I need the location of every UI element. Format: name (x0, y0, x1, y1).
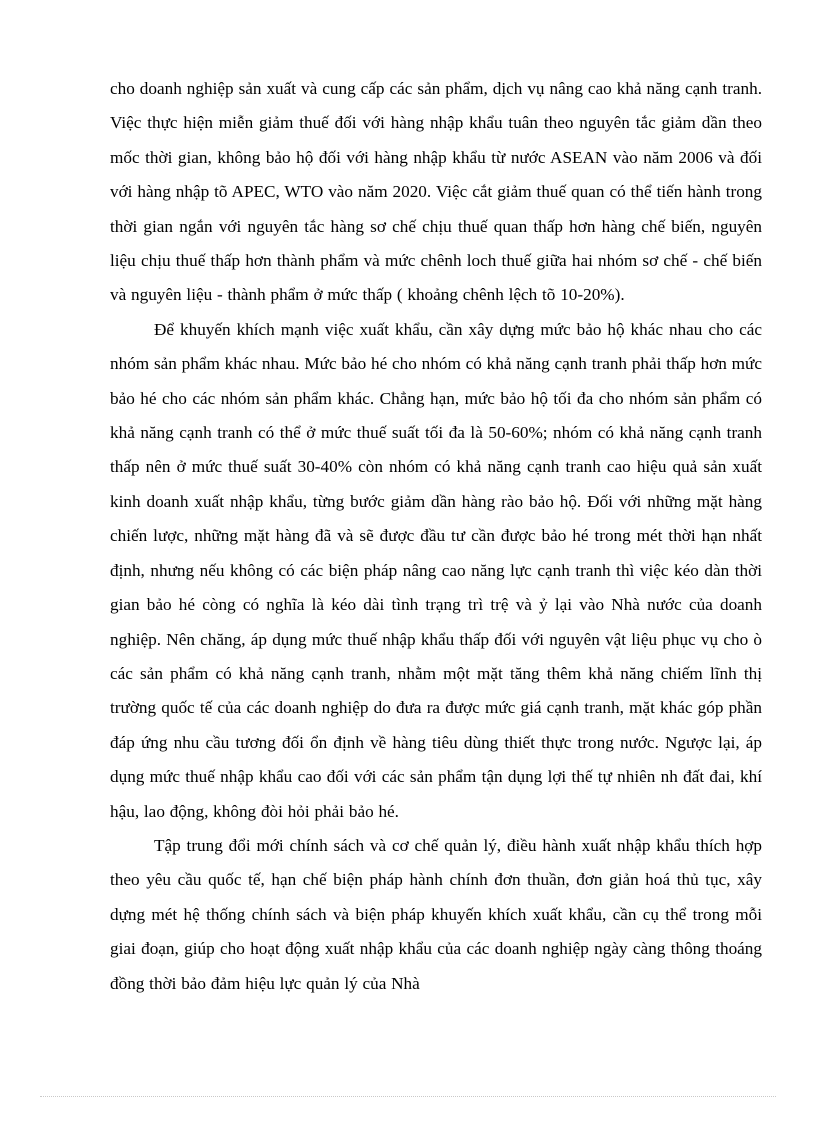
paragraph-2: Để khuyến khích mạnh việc xuất khẩu, cần xây dựng mức bảo hộ khác nhau cho các nhóm sản phẩm khác nhau. Mức bảo hé cho nhóm có khả năng cạnh tranh phải thấp hơn mức bảo hé cho các nhóm sản phẩm khác. Chẳng hạn, mức bảo hộ tối đa cho nhóm sản phẩm có khả năng cạnh tranh có thể ở mức thuế suất tối đa là 50-60%; nhóm có khả năng cạnh tranh thấp nên ở mức thuế suất 30-40% còn nhóm có khả năng cạnh tranh cao hiệu quả sản xuất kinh doanh xuất nhập khẩu, từng bước giảm dần hàng rào bảo hộ. Đối với những mặt hàng chiến lược, những mặt hàng đã và sẽ được đầu tư cần được bảo hé trong mét thời hạn nhất định, nhưng nếu không có các biện pháp nâng cao năng lực cạnh tranh thì việc kéo dàn thời gian bảo hé còng có nghĩa là kéo dài tình trạng trì trệ và ỷ lại vào Nhà nước của doanh nghiệp. Nên chăng, áp dụng mức thuế nhập khẩu thấp đối với nguyên vật liệu phục vụ cho ò các sản phẩm có khả năng cạnh tranh, nhằm một mặt tăng thêm khả năng chiếm lĩnh thị trường quốc tế của các doanh nghiệp do đưa ra được mức giá cạnh tranh, mặt khác góp phần đáp ứng nhu cầu tương đối ổn định về hàng tiêu dùng thiết thực trong nước. Ngược lại, áp dụng mức thuế nhập khẩu cao đối với các sản phẩm tận dụng lợi thế tự nhiên nh đất đai, khí hậu, lao động, không đòi hỏi phải bảo hé. (110, 319, 762, 821)
document-text-body (110, 72, 762, 1001)
paragraph-1: cho doanh nghiệp sản xuất và cung cấp các sản phẩm, dịch vụ nâng cao khả năng cạnh tranh. Việc thực hiện miễn giảm thuế đối với hàng nhập khẩu tuân theo nguyên tắc giảm dần theo mốc thời gian, không bảo hộ đối với hàng nhập khẩu từ nước ASEAN vào năm 2006 và đối với hàng nhập tõ APEC, WTO vào năm 2020. Việc cắt giảm thuế quan có thể tiến hành trong thời gian ngắn với nguyên tắc hàng sơ chế chịu thuế quan thấp hơn hàng chế biến, nguyên liệu chịu thuế thấp hơn thành phẩm và mức chênh loch thuế giữa hai nhóm sơ chế - chế biến và nguyên liệu - thành phẩm ở mức thấp ( khoảng chênh lệch tõ 10-20%). (110, 79, 762, 305)
page-footer-divider (40, 1096, 776, 1097)
paragraph-3: Tập trung đổi mới chính sách và cơ chế quản lý, điều hành xuất nhập khẩu thích hợp theo yêu cầu quốc tế, hạn chế biện pháp hành chính đơn thuần, đơn giản hoá thủ tục, xây dựng mét hệ thống chính sách và biện pháp khuyến khích xuất khẩu, cần cụ thể trong mỗi giai đoạn, giúp cho hoạt động xuất nhập khẩu của các doanh nghiệp ngày càng thông thoáng đồng thời bảo đảm hiệu lực quản lý của Nhà (110, 835, 762, 993)
